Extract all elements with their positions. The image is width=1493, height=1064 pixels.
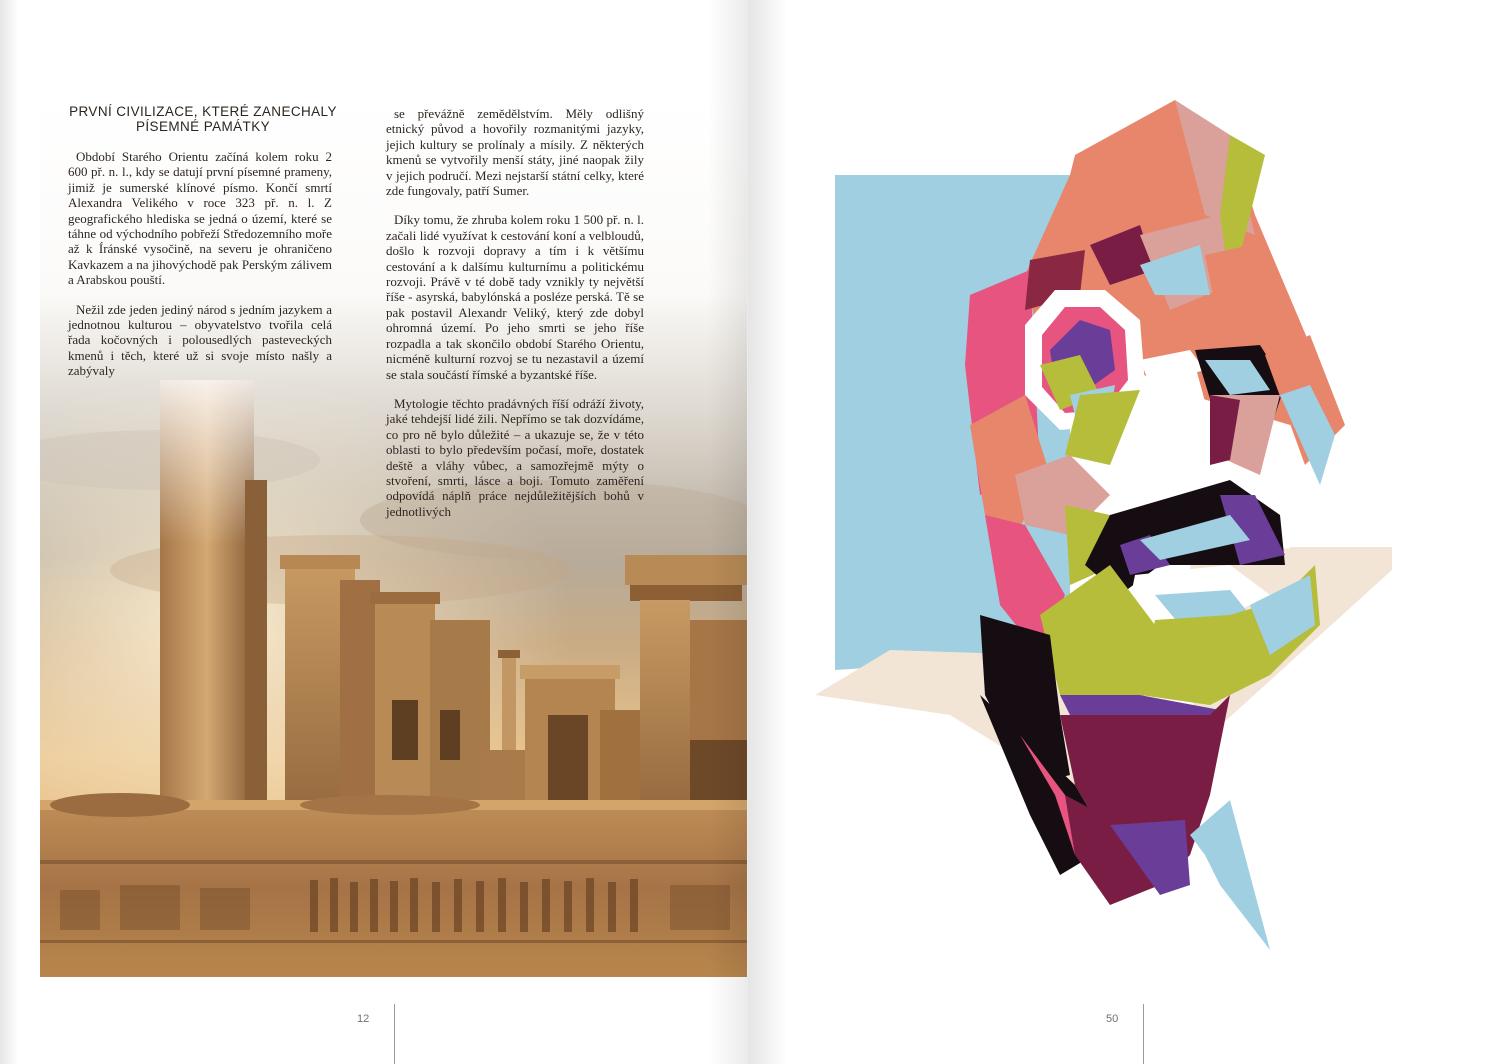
paragraph: se převážně zemědělstvím. Měly odlišný etnický původ a hovořily rozmanitými jazyky, jejich kultury se prolínaly a mísily. Z některých kmenů se vytvořily menší státy, jiné naopak žily v jejich područí. Mezi nejstarší státní celky, které zde fungovaly, patří Sumer. (386, 106, 644, 199)
chapter-heading: PRVNÍ CIVILIZACE, KTERÉ ZANECHALY PÍSEMNÉ PAMÁTKY (69, 104, 337, 134)
right-page-gutter-shadow (748, 0, 788, 1064)
paragraph: Mytologie těchto pradávných říší odráží životy, jaké tehdejší lidé žili. Nepřímo se tak dozvídáme, co pro ně bylo důležité – a ukazuje se, že v této oblasti to bylo především počasí, moře, dostatek deště a vláhy vůbec, a samozřejmě mýty o stvoření, smrti, lásce a boji. Tomuto zaměření odpovídá náplň práce nejdůležitějších bohů v jednotlivých (386, 395, 644, 519)
folio-divider-right (1143, 1004, 1144, 1064)
paragraph: Nežil zde jeden jediný národ s jedním jazykem a jednotnou kulturou – obyvatelstvo tvořila celá řada kočovných i polousedlých pasteveckých kmenů i těch, které už si svoje místo našly a zabývaly (68, 301, 332, 379)
text-column-right (386, 106, 644, 533)
page-number-left: 12 (357, 1013, 370, 1025)
folio-divider-left (394, 1004, 395, 1064)
paragraph: Díky tomu, že zhruba kolem roku 1 500 př. n. l. začali lidé využívat k cestování koní a velbloudů, došlo k rozvoji dopravy a tím i k většímu cestování a k dalšímu kulturnímu a politickému rozvoji. Právě v té době tady vznikly ty největší říše - asyrská, babylónská a posléze perská. Tě se pak postavil Alexandr Veliký, který zde dobyl ohromná území. Po jeho smrti se jeho říše rozpadla a tak skončilo období Starého Orientu, nicméně kulturní rozvoj se tu nezastavil a území se stala součástí římské a byzantské říše. (386, 212, 644, 382)
page-number-right: 50 (1106, 1013, 1119, 1025)
text-column-left (68, 149, 332, 393)
geometric-portrait-illustration (810, 95, 1400, 970)
paragraph: Období Starého Orientu začíná kolem roku 2 600 př. n. l., kdy se datují první písemné prameny, jimiž je sumerské klínové písmo. Končí smrtí Alexandra Velikého v roce 323 př. n. l. Z geografického hlediska se jedná o území, které se táhne od východního pobřeží Středozemního moře až k Íránské vysočině, na severu je ohraničeno Kavkazem a na jihovýchodě pak Perským zálivem a Arabskou pouští. (68, 149, 332, 288)
left-page-gutter-shadow (708, 0, 748, 1064)
left-page-edge-shadow (0, 0, 18, 1064)
